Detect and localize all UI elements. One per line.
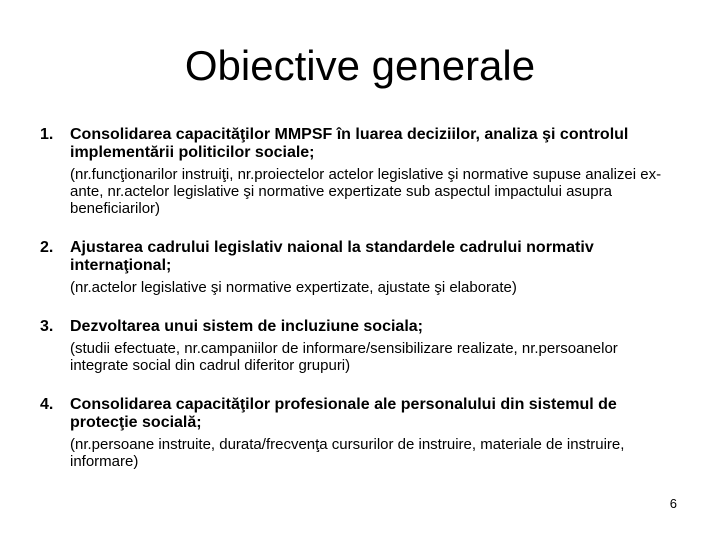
- objective-number: 3.: [40, 318, 54, 335]
- objective-item: [40, 396, 680, 470]
- objective-item: [40, 126, 680, 217]
- objective-number: 4.: [40, 396, 54, 413]
- objective-item: [40, 318, 680, 374]
- objective-number: 1.: [40, 126, 54, 143]
- objective-number: 2.: [40, 239, 54, 256]
- objectives-list: [40, 126, 680, 470]
- objective-item: [40, 239, 680, 296]
- page-number: 6: [669, 496, 677, 511]
- objective-detail: (studii efectuate, nr.campaniilor de informare/sensibilizare realizate, nr.persoanelor integrate social din cadrul diferitor grupuri): [70, 340, 618, 374]
- objective-detail: (nr.funcţionarilor instruiţi, nr.proiectelor actelor legislative şi normative supuse analizei ex-ante, nr.actelor legislative şi normative expertizate sub aspectul impactului asupra beneficiarilor): [70, 166, 662, 217]
- slide-title: Obiective generale: [184, 42, 536, 89]
- objective-title: Consolidarea capacităţilor MMPSF în luarea deciziilor, analiza şi controlul implementării politicilor sociale;: [70, 126, 629, 161]
- objective-title: Dezvoltarea unui sistem de incluziune sociala;: [70, 318, 423, 335]
- objective-title: Ajustarea cadrului legislativ naional la standardele cadrului normativ internaţional;: [70, 239, 594, 274]
- objective-detail: (nr.persoane instruite, durata/frecvenţa cursurilor de instruire, materiale de instruire, informare): [70, 436, 625, 470]
- objective-title: Consolidarea capacităţilor profesionale ale personalului din sistemul de protecţie socială;: [70, 396, 617, 431]
- objective-detail: (nr.actelor legislative şi normative expertizate, ajustate şi elaborate): [70, 279, 517, 296]
